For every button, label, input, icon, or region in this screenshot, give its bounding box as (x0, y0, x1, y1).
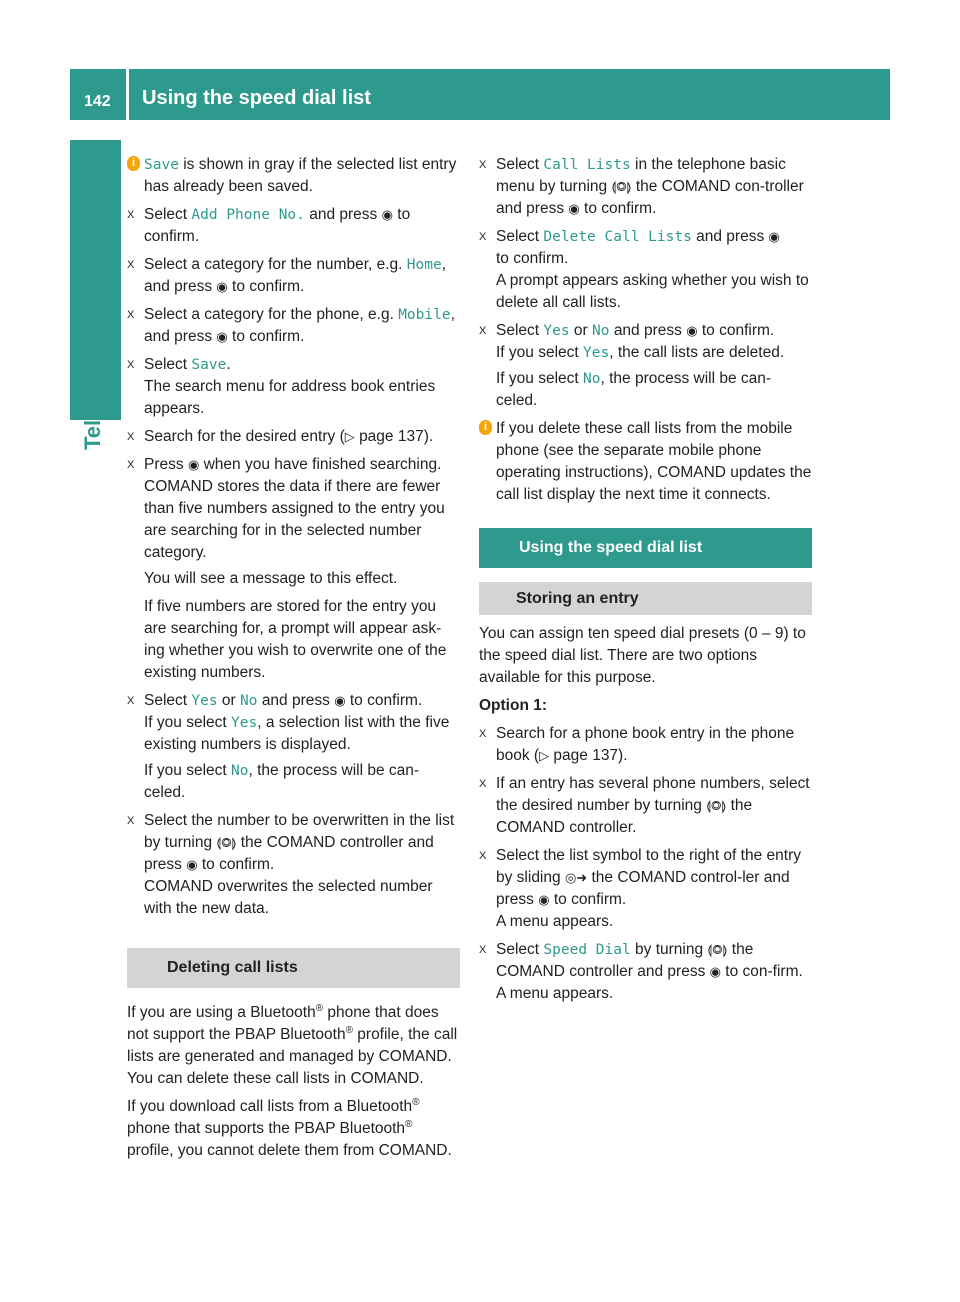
step-text: to confirm. (553, 891, 627, 908)
step (127, 810, 460, 920)
step (479, 845, 812, 933)
step-text: the COMAND controller and press (496, 941, 754, 980)
step (479, 320, 812, 412)
step-text: Select the list symbol to the right of the entry by sliding (496, 847, 801, 886)
arrow-icon: X (479, 850, 487, 862)
press-controller-icon: ◉ (538, 892, 550, 907)
step-text: , the call lists are deleted. (609, 344, 785, 361)
press-controller-icon: ◉ (187, 457, 200, 472)
step (127, 426, 460, 448)
note-text: If you delete these call lists from the mobile phone (see the separate mobile phone operating instructions), COMAND updates the call list display the next time it connects. (496, 420, 812, 503)
step-text: to confirm. (232, 278, 305, 295)
step-text: when you have finished searching. COMAND stores the data if there are fewer than five numbers assigned to the entry you are searching for in the selected number category. (144, 456, 445, 561)
step-text: . (226, 356, 231, 373)
step-text: If you select (144, 714, 227, 731)
arrow-icon: X (479, 944, 487, 956)
step-text: Select (144, 206, 188, 223)
menu-item: No (592, 323, 610, 339)
para-text: profile, you cannot delete them from COMAND. (127, 1142, 452, 1159)
step (127, 454, 460, 684)
option-label (479, 695, 812, 717)
press-controller-icon: ◉ (216, 329, 228, 344)
menu-item: Yes (191, 693, 218, 709)
step-text: and press (696, 228, 765, 245)
section-heading: Using the speed dial list (479, 528, 812, 568)
step-text: and press (261, 692, 330, 709)
arrow-icon: X (127, 431, 135, 443)
step (127, 254, 460, 298)
press-controller-icon: ◉ (768, 229, 780, 244)
step-text: or (221, 692, 236, 709)
arrow-icon: X (479, 728, 487, 740)
step-text: Select a category for the phone, e.g. (144, 306, 394, 323)
arrow-icon: X (479, 325, 487, 337)
step (127, 204, 460, 248)
registered-mark: ® (345, 1024, 353, 1036)
step (127, 690, 460, 804)
step-text: A menu appears. (496, 913, 614, 930)
arrow-icon: X (479, 231, 487, 243)
step-text: Search for the desired entry ( (144, 428, 345, 445)
arrow-icon: X (127, 459, 135, 471)
arrow-icon: X (479, 778, 487, 790)
info-icon: i (127, 156, 140, 171)
step (479, 154, 812, 220)
step-text: the COMAND control-ler and press (496, 869, 790, 908)
step-text: the COMAND con-troller and press (496, 178, 804, 217)
para-text: If you download call lists from a Bluetooth (127, 1098, 413, 1115)
left-column (127, 154, 460, 1168)
step-text: to confirm. (496, 250, 569, 267)
para-text: profile, the call lists are generated and managed by COMAND. You can delete these call lists in COMAND. (127, 1026, 458, 1087)
arrow-icon: X (127, 309, 135, 321)
step-text: Select (496, 156, 540, 173)
step-text: in the telephone basic menu by turning (496, 156, 786, 195)
step (479, 939, 812, 1005)
step-text: to confirm. (144, 206, 411, 245)
registered-mark: ® (405, 1118, 413, 1130)
turn-controller-icon: ⟬◎⟭ (706, 798, 727, 813)
step-text: to confirm. (701, 322, 775, 339)
menu-item: Save (191, 357, 227, 373)
step-text: to confirm. (584, 200, 657, 217)
paragraph (127, 1096, 460, 1162)
step-text: If five numbers are stored for the entry you are searching for, a prompt will appear ask-ing whether you wish to overwrite one of the existing numbers. (144, 598, 447, 681)
paragraph (127, 1002, 460, 1090)
sidebar-label: Telephone (80, 341, 105, 450)
para-text: If you are using a Bluetooth (127, 1004, 316, 1021)
step-text: and press (613, 322, 682, 339)
page-title: Using the speed dial list (142, 87, 371, 109)
step-text: to confirm. (349, 692, 423, 709)
menu-item: Call Lists (543, 157, 631, 173)
page-number: 142 (84, 93, 111, 110)
step-text: by turning (635, 941, 704, 958)
info-note (479, 418, 812, 506)
step-text: , and press (144, 256, 447, 295)
step (127, 304, 460, 348)
registered-mark: ® (412, 1096, 420, 1108)
step-text: If you select (496, 344, 579, 361)
arrow-icon: X (127, 209, 135, 221)
step-text: A menu appears. (496, 985, 614, 1002)
page-header (70, 69, 890, 120)
step (127, 354, 460, 420)
menu-item: Add Phone No. (191, 207, 305, 223)
step-text: the COMAND controller. (496, 797, 753, 836)
turn-controller-icon: ⟬◎⟭ (707, 942, 728, 957)
arrow-icon: X (479, 159, 487, 171)
press-controller-icon: ◉ (568, 201, 580, 216)
step-text: Select (144, 692, 188, 709)
step-text: Select the number to be overwritten in the list by turning (144, 812, 455, 851)
step-text: to confirm. (232, 328, 305, 345)
arrow-icon: X (127, 815, 135, 827)
step-text: , the process will be can-celed. (496, 370, 772, 409)
section-heading: Deleting call lists (127, 948, 460, 988)
menu-item: No (583, 371, 601, 387)
menu-item: Delete Call Lists (543, 229, 692, 245)
step-text: and press (309, 206, 378, 223)
step-text: , and press (144, 306, 455, 345)
slide-controller-icon: ◎➜ (564, 870, 588, 885)
step-text: Select a category for the number, e.g. (144, 256, 403, 273)
step-text (496, 368, 812, 412)
turn-controller-icon: ⟬◎⟭ (611, 179, 632, 194)
step (479, 226, 812, 314)
arrow-icon: X (127, 259, 135, 271)
info-note (127, 154, 460, 198)
header-divider (126, 69, 129, 120)
menu-item: No (240, 693, 258, 709)
menu-item: Yes (231, 715, 258, 731)
step-text: The search menu for address book entries appears. (144, 378, 436, 417)
press-controller-icon: ◉ (381, 207, 393, 222)
step-text: , a selection list with the five existing numbers is displayed. (144, 714, 450, 753)
press-controller-icon: ◉ (686, 323, 698, 338)
registered-mark: ® (315, 1002, 324, 1014)
press-controller-icon: ◉ (216, 279, 228, 294)
step-text: Select (496, 228, 540, 245)
option-text: Option 1: (479, 697, 548, 714)
info-icon: i (479, 420, 492, 435)
menu-item: Speed Dial (543, 942, 631, 958)
step-text: Select (496, 322, 540, 339)
step-text: page 137). (359, 428, 434, 445)
paragraph: You can assign ten speed dial presets (0 – 9) to the speed dial list. There are two options available for this purpose. (479, 625, 806, 686)
note-text: is shown in gray if the selected list entry has already been saved. (144, 156, 457, 195)
step-text: the COMAND controller and press (144, 834, 434, 873)
step-text: page 137). (553, 747, 628, 764)
step-text: , the process will be can-celed. (144, 762, 420, 801)
arrow-icon: X (127, 359, 135, 371)
step-text: or (573, 322, 588, 339)
menu-item-save: Save (144, 157, 179, 173)
step-text: Search for a phone book entry in the phone book ( (496, 725, 795, 764)
step-text: COMAND overwrites the selected number with the new data. (144, 878, 433, 917)
page-reference-icon: ▷ (539, 748, 550, 763)
step-text: If you select (144, 762, 227, 779)
turn-controller-icon: ⟬◎⟭ (216, 835, 237, 850)
step-text: You will see a message to this effect. (144, 570, 398, 587)
press-controller-icon: ◉ (186, 857, 198, 872)
step (479, 723, 812, 767)
press-controller-icon: ◉ (709, 964, 721, 979)
step-text: to confirm. (201, 856, 275, 873)
right-column (479, 154, 812, 1011)
step-text: Press (144, 456, 184, 473)
para-text: phone that does not support the PBAP Bluetooth (127, 1004, 439, 1043)
step-text: If you select (496, 370, 579, 387)
arrow-icon: X (127, 695, 135, 707)
subsection-heading: Storing an entry (479, 582, 812, 615)
menu-item: Mobile (398, 307, 451, 323)
press-controller-icon: ◉ (334, 693, 346, 708)
menu-item: Home (406, 257, 442, 273)
step-text: Select (144, 356, 188, 373)
step-text (144, 760, 460, 804)
para-text: phone that supports the PBAP Bluetooth (127, 1120, 406, 1137)
step-text: A prompt appears asking whether you wish to delete all call lists. (496, 272, 809, 311)
menu-item: Yes (583, 345, 610, 361)
step-text: to con-firm. (725, 963, 803, 980)
step-text: Select (496, 941, 540, 958)
step (479, 773, 812, 839)
menu-item: Yes (543, 323, 570, 339)
menu-item: No (231, 763, 249, 779)
page-reference-icon: ▷ (344, 429, 355, 444)
step-text: If an entry has several phone numbers, select the desired number by turning (496, 775, 810, 814)
